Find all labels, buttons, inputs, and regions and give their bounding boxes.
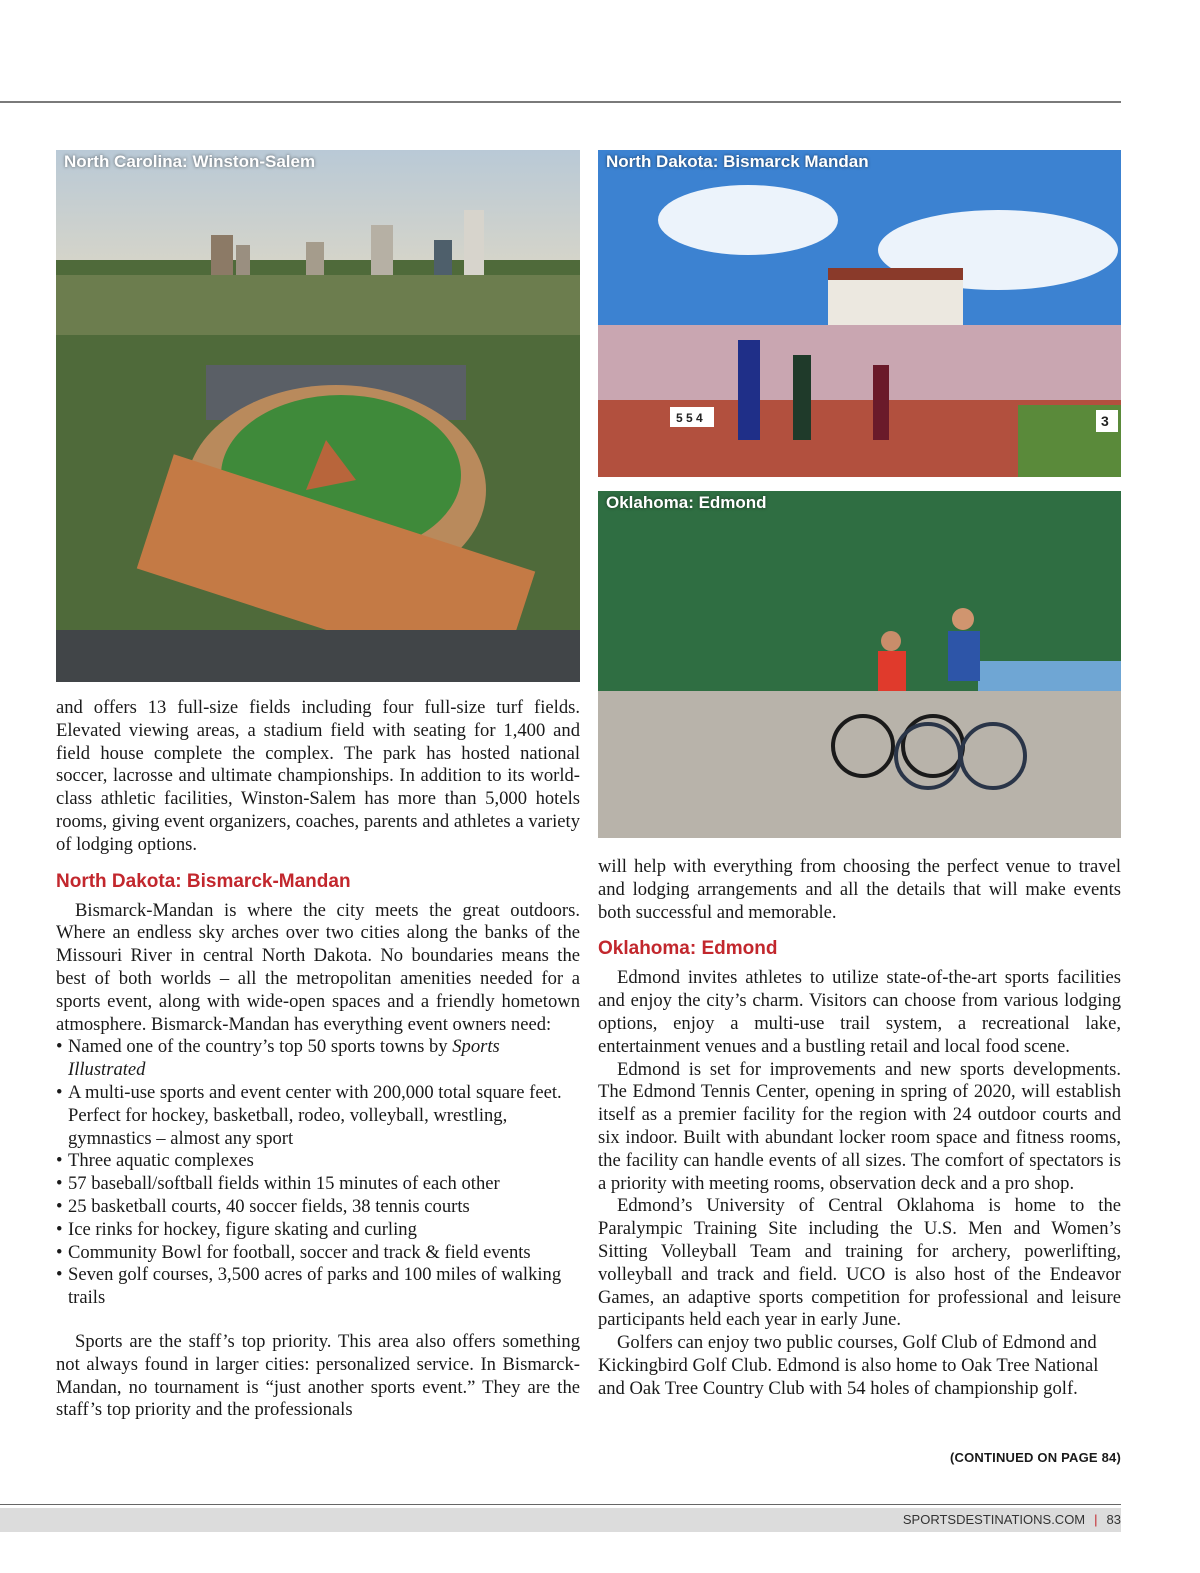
bullet-item: • A multi-use sports and event center with 200,000 total square feet. Perfect for hockey, basketball, rodeo, volleyball, wrestling, gymnastics – almost any sport bbox=[56, 1082, 580, 1150]
bullet-item: • 25 basketball courts, 40 soccer fields, 38 tennis courts bbox=[56, 1196, 580, 1219]
oklahoma-paragraph-2: Edmond is set for improvements and new sports developments. The Edmond Tennis Center, opening in spring of 2020, will establish itself as a premier facility for the region with 24 outdoor courts and six indoor. Built with abundant locker room space and fitness rooms, the facility can handle events of all sizes. The comfort of spectators is a priority with meeting rooms, observation deck and a pro shop. bbox=[598, 1058, 1121, 1194]
north-dakota-paragraph-1: Bismarck-Mandan is where the city meets the great outdoors. Where an endless sky arches over two cities along the banks of the Missouri River in central North Dakota. No boundaries means the best of both worlds – all the metropolitan amenities needed for a sports event, along with wide-open spaces and a friendly hometown atmosphere. Bismarck-Mandan has everything event owners need: bbox=[56, 899, 580, 1035]
footer-site-link[interactable]: SPORTSDESTINATIONS.COM bbox=[902, 1512, 1086, 1527]
photo-caption: North Carolina: Winston-Salem bbox=[64, 152, 316, 171]
north-dakota-paragraph-2: Sports are the staff’s top priority. This area also offers something not always found in larger cities: personalized service. In Bismarck-Mandan, no tournament is “just another sports event.” They are the staff’s top priority and the professionals bbox=[56, 1330, 580, 1421]
photo-bismarck-track-meet bbox=[598, 150, 1121, 477]
bullet-item: • Named one of the country’s top 50 sports towns by Sports Illustrated bbox=[56, 1036, 580, 1082]
footer-separator: | bbox=[1094, 1512, 1098, 1527]
section-heading-oklahoma: Oklahoma: Edmond bbox=[598, 938, 778, 960]
winston-salem-continuation: and offers 13 full-size fields including four full-size turf fields. Elevated viewing areas, a stadium field with seating for 1,400 and field house complete the complex. The park has hosted national soccer, lacrosse and ultimate championships. In addition to its world-class athletic facilities, Winston-Salem has more than 5,000 hotels rooms, giving event organizers, coaches, parents and athletes a variety of lodging options. bbox=[56, 697, 580, 855]
bullet-item: • Seven golf courses, 3,500 acres of parks and 100 miles of walking trails bbox=[56, 1264, 580, 1310]
footer-rule bbox=[0, 1504, 1121, 1505]
track-lane-sign-right: 3 bbox=[1101, 413, 1109, 429]
right-text-column bbox=[598, 856, 1121, 1401]
photo-winston-salem-ballpark bbox=[56, 150, 580, 682]
track-lane-sign: 5 5 4 bbox=[676, 411, 703, 425]
photo-edmond-cyclists bbox=[598, 491, 1121, 838]
oklahoma-paragraph-3: Edmond’s University of Central Oklahoma is home to the Paralympic Training Site including the U.S. Men and Women’s Sitting Volleyball Team and training for archery, powerlifting, volleyball and track and field. UCO is also host of the Endeavor Games, an adaptive sports competition for professional and leisure participants held each year in early June. bbox=[598, 1195, 1121, 1331]
page-footer bbox=[903, 1512, 1121, 1527]
photo-caption: North Dakota: Bismarck Mandan bbox=[606, 152, 869, 171]
section-heading-north-dakota: North Dakota: Bismarck-Mandan bbox=[56, 870, 351, 892]
edmond-cyclists-image bbox=[598, 491, 1121, 838]
bismarck-track-image bbox=[598, 150, 1121, 477]
continued-on-page-note: (CONTINUED ON PAGE 84) bbox=[949, 1450, 1121, 1465]
photo-caption: Oklahoma: Edmond bbox=[606, 493, 767, 512]
oklahoma-paragraph-4: Golfers can enjoy two public courses, Golf Club of Edmond and Kickingbird Golf Club. Edmond is also home to Oak Tree National and Oak Tree Country Club with 54 holes of championship golf. bbox=[598, 1332, 1099, 1399]
bullet-item: • Community Bowl for football, soccer and track & field events bbox=[56, 1242, 580, 1265]
oklahoma-paragraph-1: Edmond invites athletes to utilize state-of-the-art sports facilities and enjoy the city’s charm. Visitors can choose from various lodging options, enjoy a multi-use trail system, a recreational lake, entertainment venues and a bustling retail and local food scene. bbox=[598, 967, 1121, 1057]
bullet-item: • 57 baseball/softball fields within 15 minutes of each other bbox=[56, 1173, 580, 1196]
north-dakota-bullet-list bbox=[56, 1036, 580, 1310]
left-text-column bbox=[56, 697, 580, 1422]
winston-salem-aerial-image bbox=[56, 150, 580, 682]
top-rule bbox=[0, 101, 1121, 103]
bullet-item: • Ice rinks for hockey, figure skating and curling bbox=[56, 1219, 580, 1242]
north-dakota-continuation: will help with everything from choosing the perfect venue to travel and lodging arrangements and all the details that will make events both successful and memorable. bbox=[598, 856, 1121, 923]
page-number: 83 bbox=[1106, 1512, 1121, 1527]
bullet-item: • Three aquatic complexes bbox=[56, 1150, 580, 1173]
